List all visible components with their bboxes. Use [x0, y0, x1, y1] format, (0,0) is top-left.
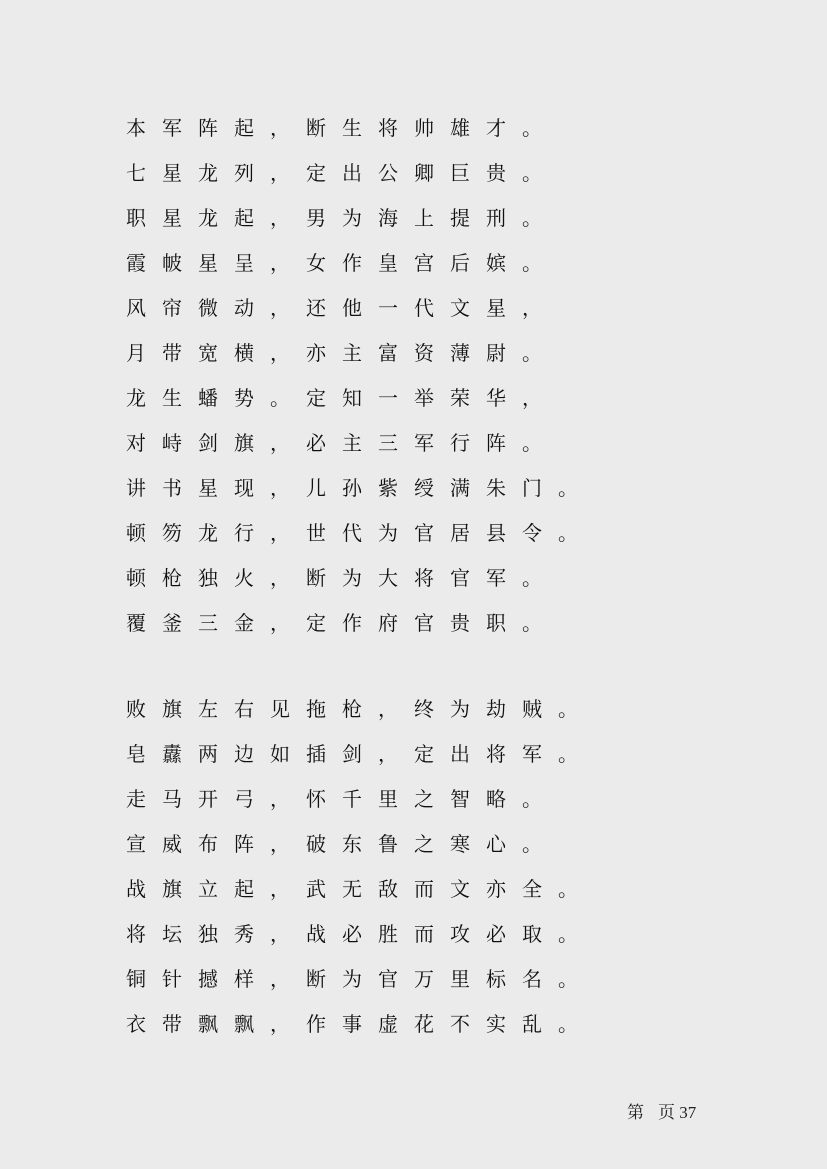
verse-line: 讲书星现，儿孙紫绶满朱门。	[126, 476, 594, 500]
verse-section-2	[126, 685, 594, 1045]
verse-section-1	[126, 104, 594, 644]
verse-line: 龙生蟠势。定知一举荣华，	[126, 386, 558, 410]
verse-line: 霞帔星呈，女作皇宫后嫔。	[126, 251, 558, 275]
verse-line: 败旗左右见拖枪，终为劫贼。	[126, 697, 594, 721]
verse-line: 七星龙列，定出公卿巨贵。	[126, 161, 558, 185]
verse-line: 风帘微动，还他一代文星，	[126, 296, 558, 320]
verse-line: 将坛独秀，战必胜而攻必取。	[126, 922, 594, 946]
page-number-footer	[627, 1098, 696, 1123]
verse-line: 顿枪独火，断为大将官军。	[126, 566, 558, 590]
page-number: 37	[679, 1103, 697, 1122]
footer-page-label: 页	[658, 1103, 675, 1122]
verse-line: 衣带飘飘，作事虚花不实乱。	[126, 1012, 594, 1036]
verse-line: 月带宽横，亦主富资薄尉。	[126, 341, 558, 365]
verse-line: 对峙剑旗，必主三军行阵。	[126, 431, 558, 455]
verse-line: 顿笏龙行，世代为官居县令。	[126, 521, 594, 545]
verse-line: 本军阵起，断生将帅雄才。	[126, 116, 558, 140]
verse-line: 走马开弓，怀千里之智略。	[126, 787, 558, 811]
verse-line: 战旗立起，武无敌而文亦全。	[126, 877, 594, 901]
verse-line: 皂纛两边如插剑，定出将军。	[126, 742, 594, 766]
verse-line: 宣威布阵，破东鲁之寒心。	[126, 832, 558, 856]
verse-line: 铜针撼样，断为官万里标名。	[126, 967, 594, 991]
verse-line: 职星龙起，男为海上提刑。	[126, 206, 558, 230]
verse-line: 覆釜三金，定作府官贵职。	[126, 611, 558, 635]
footer-prefix: 第	[627, 1103, 644, 1122]
